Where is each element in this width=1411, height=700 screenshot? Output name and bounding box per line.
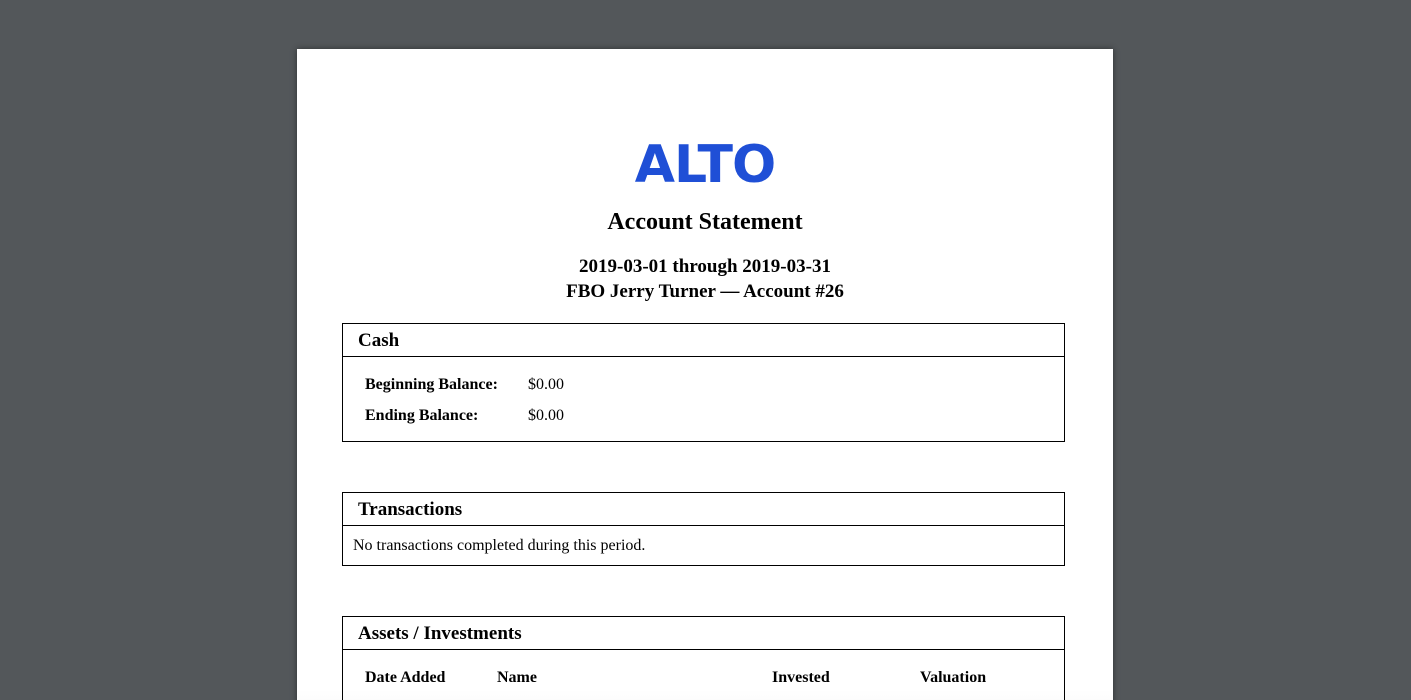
alto-logo: ALTO — [634, 135, 776, 195]
assets-section — [342, 616, 1065, 700]
statement-period: 2019-03-01 through 2019-03-31 — [579, 256, 831, 277]
column-date-added: Date Added — [365, 669, 446, 686]
transactions-section-header: Transactions — [343, 493, 1064, 526]
assets-table-header — [343, 650, 1064, 700]
ending-balance-row — [365, 406, 564, 426]
beginning-balance-value: $0.00 — [528, 376, 564, 393]
ending-balance-label: Ending Balance: — [365, 407, 479, 424]
transactions-empty-message: No transactions completed during this period. — [353, 537, 646, 554]
statement-page — [297, 49, 1113, 700]
assets-section-header: Assets / Investments — [343, 617, 1064, 650]
column-invested: Invested — [772, 669, 830, 686]
column-name: Name — [497, 669, 537, 686]
transactions-section — [342, 492, 1065, 566]
account-holder: FBO Jerry Turner — Account #26 — [566, 281, 844, 302]
cash-section-header: Cash — [343, 324, 1064, 357]
cash-section — [342, 323, 1065, 442]
beginning-balance-row — [365, 375, 564, 395]
ending-balance-value: $0.00 — [528, 407, 564, 424]
cash-section-body — [343, 357, 1064, 441]
page-title: Account Statement — [607, 209, 803, 235]
beginning-balance-label: Beginning Balance: — [365, 376, 498, 393]
column-valuation: Valuation — [920, 669, 987, 686]
